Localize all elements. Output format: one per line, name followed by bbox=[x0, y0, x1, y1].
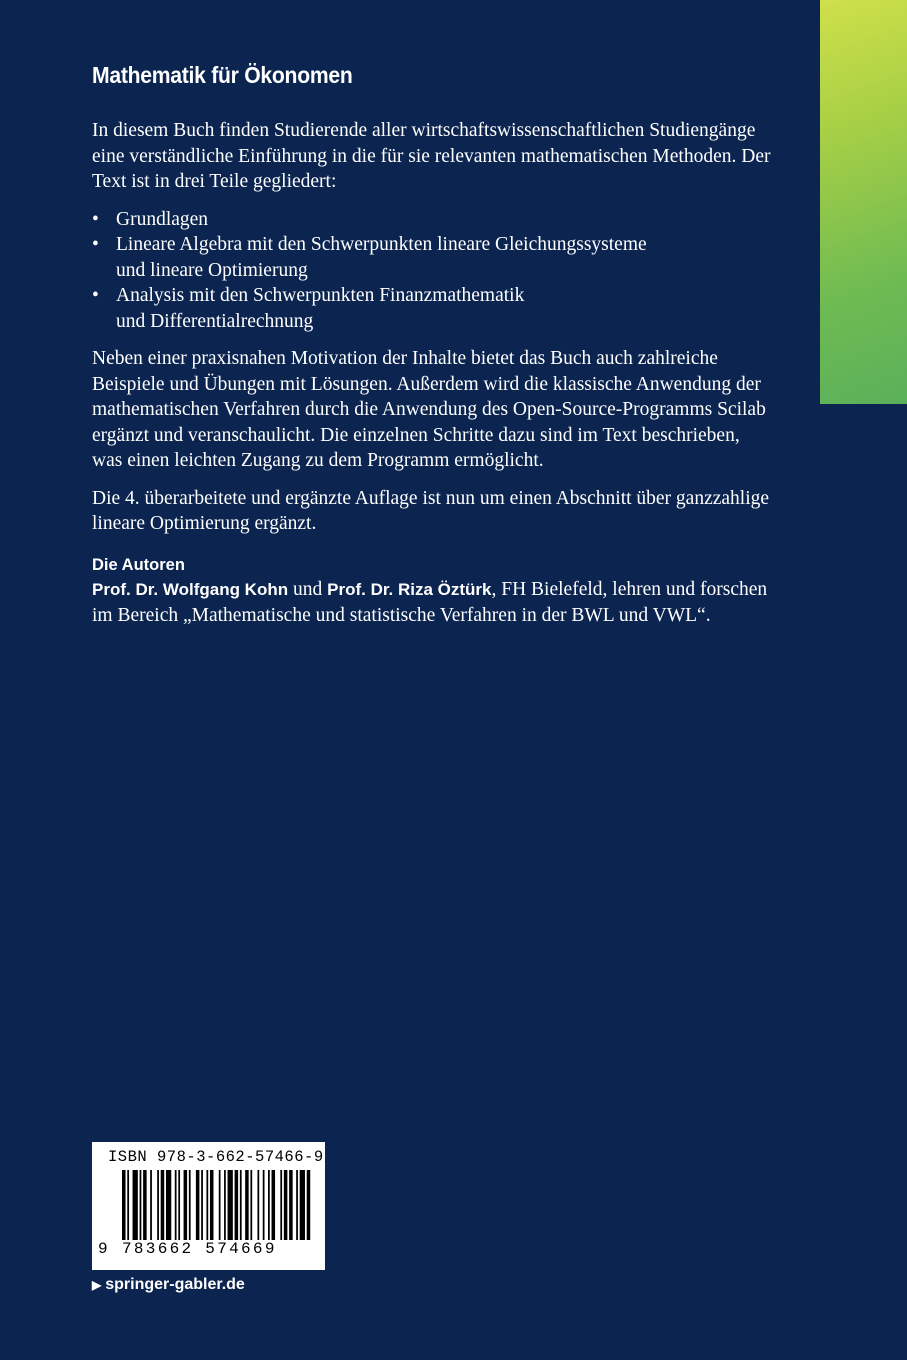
barcode-first-digit: 9 bbox=[98, 1240, 108, 1258]
barcode-bar bbox=[245, 1170, 249, 1240]
isbn-barcode bbox=[92, 1142, 325, 1270]
barcode-bar bbox=[189, 1170, 191, 1240]
bullet-icon: • bbox=[92, 285, 99, 306]
barcode-bar bbox=[219, 1170, 221, 1240]
parts-list bbox=[92, 207, 772, 335]
authors-field: im Bereich „Mathematische und statistische Verfahren in der BWL und VWL“. bbox=[92, 604, 711, 626]
book-title: Mathematik für Ökonomen bbox=[92, 62, 353, 88]
intro-paragraph: In diesem Buch finden Studierende aller wirtschaftswissenschaftlichen Studiengänge eine verständliche Einführung in die für sie relevanten mathematischen Methoden. Der Text ist in drei Teile gegliedert: bbox=[92, 120, 771, 192]
barcode-bar bbox=[210, 1170, 214, 1240]
barcode-bar bbox=[235, 1170, 239, 1240]
authors-affiliation: , FH Bielefeld, lehren und forschen bbox=[491, 578, 768, 600]
part-label-continued: und Differentialrechnung bbox=[116, 310, 314, 332]
barcode-bar bbox=[178, 1170, 180, 1240]
barcode-bar bbox=[250, 1170, 252, 1240]
barcode-bar bbox=[307, 1170, 311, 1240]
barcode-bar bbox=[157, 1170, 159, 1240]
list-item bbox=[92, 283, 772, 334]
back-cover-text bbox=[92, 118, 772, 641]
and-word: und bbox=[293, 578, 323, 600]
barcode-bar bbox=[296, 1170, 298, 1240]
barcode-digits: 783662 574669 bbox=[122, 1240, 277, 1258]
barcode-bar bbox=[184, 1170, 188, 1240]
publisher-website-link[interactable] bbox=[92, 1276, 245, 1294]
author-kohn: Prof. Dr. Wolfgang Kohn bbox=[92, 579, 289, 599]
arrow-right-icon: ▶ bbox=[92, 1278, 102, 1292]
barcode-bar bbox=[150, 1170, 152, 1240]
barcode-bar bbox=[201, 1170, 203, 1240]
barcode-bar bbox=[122, 1170, 126, 1240]
bullet-icon: • bbox=[92, 234, 99, 255]
list-item bbox=[92, 207, 772, 233]
part-label: Grundlagen bbox=[116, 208, 209, 230]
barcode-bar bbox=[228, 1170, 233, 1240]
barcode-bar bbox=[133, 1170, 138, 1240]
barcode-bar bbox=[127, 1170, 129, 1240]
barcode-bar bbox=[268, 1170, 270, 1240]
barcode-bar bbox=[143, 1170, 147, 1240]
barcode-bar bbox=[166, 1170, 171, 1240]
part-label-continued: und lineare Optimierung bbox=[116, 259, 308, 281]
barcode-bar bbox=[284, 1170, 288, 1240]
barcode-bar bbox=[257, 1170, 259, 1240]
motivation-paragraph: Neben einer praxisnahen Motivation der Inhalte bietet das Buch auch zahlreiche Beispiele und Übungen mit Lösungen. Außerdem wird die klassische Anwendung der mathematischen Verfahren durch die Anwendung des Open-Source-Programms Scilab ergänzt und veranschaulicht. Die einzelnen Schritte dazu sind im Text beschrieben, was einen leichten Zugang zu dem Programm ermöglicht. bbox=[92, 348, 766, 471]
website-label: springer-gabler.de bbox=[105, 1276, 245, 1293]
list-item bbox=[92, 232, 772, 283]
green-accent-strip bbox=[820, 0, 907, 404]
authors-heading: Die Autoren bbox=[92, 555, 185, 574]
barcode-bar bbox=[140, 1170, 142, 1240]
barcode-bar bbox=[224, 1170, 226, 1240]
barcode-bar bbox=[161, 1170, 165, 1240]
barcode-bar bbox=[280, 1170, 282, 1240]
barcode-bar bbox=[272, 1170, 276, 1240]
part-label: Analysis mit den Schwerpunkten Finanzmathematik bbox=[116, 285, 525, 306]
bullet-icon: • bbox=[92, 208, 99, 230]
isbn-label: ISBN 978-3-662-57466-9 bbox=[108, 1148, 324, 1166]
barcode-bar bbox=[263, 1170, 265, 1240]
barcode-bar bbox=[175, 1170, 177, 1240]
barcode-bar bbox=[206, 1170, 208, 1240]
barcode-bar bbox=[240, 1170, 242, 1240]
part-label: Lineare Algebra mit den Schwerpunkten lineare Gleichungssysteme bbox=[116, 234, 647, 255]
author-ozturk: Prof. Dr. Riza Öztürk bbox=[327, 579, 492, 599]
authors-paragraph bbox=[92, 577, 772, 629]
barcode-bar bbox=[289, 1170, 293, 1240]
barcode-bar bbox=[196, 1170, 200, 1240]
edition-paragraph: Die 4. überarbeitete und ergänzte Auflage ist nun um einen Abschnitt über ganzzahlige lineare Optimierung ergänzt. bbox=[92, 487, 770, 534]
barcode-bar bbox=[300, 1170, 305, 1240]
